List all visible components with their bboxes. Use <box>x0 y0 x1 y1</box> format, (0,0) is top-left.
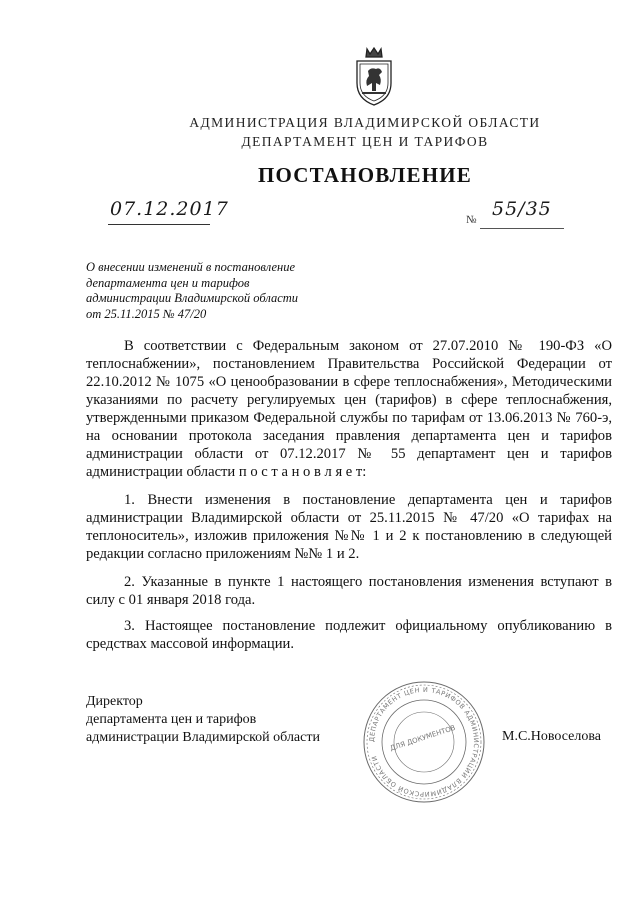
document-date: 07.12.2017 <box>110 198 229 220</box>
subject-line: от 25.11.2015 № 47/20 <box>86 306 207 321</box>
number-label: № <box>466 214 477 226</box>
number-underline <box>480 228 564 229</box>
signatory-name: М.С.Новоселова <box>502 729 601 744</box>
document-title: ПОСТАНОВЛЕНИЕ <box>257 163 473 187</box>
subject-line: департамента цен и тарифов <box>86 275 250 290</box>
position-line: Директор <box>86 694 143 709</box>
position-line: администрации Владимирской области <box>86 730 320 745</box>
resolution-item: 2. Указанные в пункте 1 настоящего постановления изменения вступают в силу с 01 января 2018 года. <box>86 574 612 608</box>
coat-of-arms-icon <box>349 45 399 107</box>
document-subject <box>86 260 346 322</box>
document-number: 55/35 <box>492 198 552 220</box>
resolution-item: 3. Настоящее постановление подлежит официальному опубликованию в средствах массовой информации. <box>86 618 612 652</box>
org-name-line1: АДМИНИСТРАЦИЯ ВЛАДИМИРСКОЙ ОБЛАСТИ <box>189 115 541 130</box>
signatory-position <box>86 693 320 747</box>
preamble-paragraph: В соответствии с Федеральным законом от 27.07.2010 № 190-ФЗ «О теплоснабжении», постановлением Правительства Российской Федерации от 22.10.2012 № 1075 «О ценообразовании в сфере теплоснабжения», Методическими указаниями по расчету регулируемых цен (тарифов) в сфере теплоснабжения, утвержденными приказом Федеральной службы по тарифам от 13.06.2013 № 760-э, на основании протокола заседания правления департамента цен и тарифов администрации области от 07.12.2017 № 55 департамент цен и тарифов администрации области п о с т а н о в л я е т: <box>86 338 612 480</box>
document-body <box>86 337 612 663</box>
seal-center-text: ДЛЯ ДОКУМЕНТОВ <box>389 723 457 753</box>
resolution-item: 1. Внести изменения в постановление департамента цен и тарифов администрации Владимирской области от 25.11.2015 № 47/20 «О тарифах на теплоноситель», изложив приложения №№ 1 и 2 к постановлению в следующей редакции согласно приложениям №№ 1 и 2. <box>86 492 612 562</box>
position-line: департамента цен и тарифов <box>86 712 257 727</box>
date-underline <box>108 224 210 225</box>
official-seal-stamp <box>360 678 488 806</box>
org-name-line2: ДЕПАРТАМЕНТ ЦЕН И ТАРИФОВ <box>241 134 489 149</box>
subject-line: администрации Владимирской области <box>86 291 299 305</box>
seal-ring-text: ДЕПАРТАМЕНТ ЦЕН И ТАРИФОВ АДМИНИСТРАЦИИ ВЛАДИМИРСКОЙ ОБЛАСТИ <box>367 685 481 799</box>
subject-line: О внесении изменений в постановление <box>86 260 296 274</box>
